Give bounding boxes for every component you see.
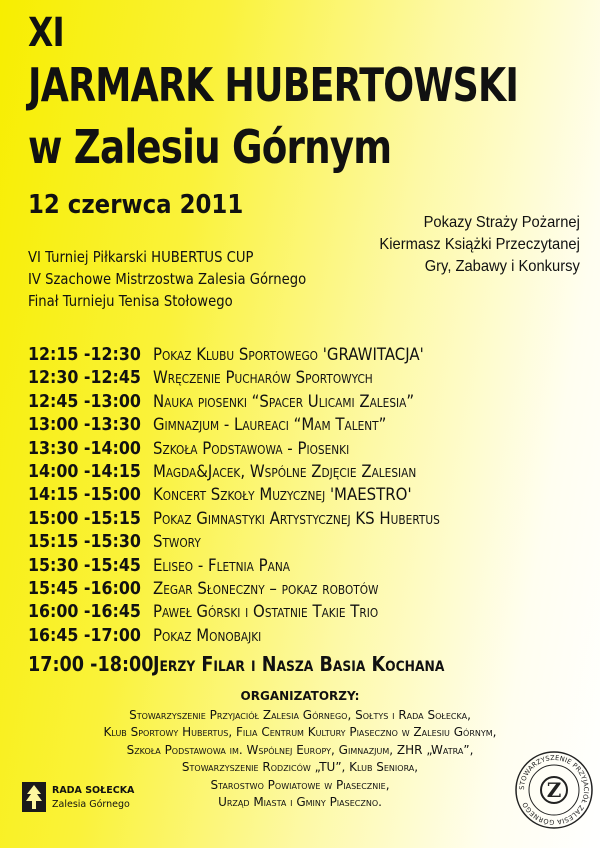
schedule-time: 17:00 -18:00 bbox=[28, 652, 154, 677]
schedule-time: 15:45 -16:00 bbox=[28, 577, 141, 599]
tournament-item: VI Turniej Piłkarski HUBERTUS CUP bbox=[28, 248, 254, 266]
schedule-row bbox=[28, 601, 444, 624]
organizer-line: Starostwo Powiatowe w Piasecznie, bbox=[210, 777, 390, 792]
title-number: XI bbox=[28, 10, 64, 56]
side-event: Gry, Zabawy i Konkursy bbox=[424, 258, 580, 275]
rada-solecka-logo bbox=[22, 782, 135, 822]
schedule-row bbox=[28, 484, 444, 507]
tree-logo-icon bbox=[22, 782, 46, 812]
schedule-list bbox=[28, 344, 501, 675]
schedule-event: Paweł Górski i Ostatnie Takie Trio bbox=[152, 602, 379, 623]
logo-name: RADA SOŁECKA bbox=[52, 785, 135, 796]
side-events bbox=[380, 212, 580, 278]
schedule-row bbox=[28, 578, 444, 601]
organizer-line: Szkoła Podstawowa im. Wspólnej Europy, Gimnazjum, ZHR „Watra”, bbox=[126, 742, 474, 757]
title-event-name: JARMARK HUBERTOWSKI bbox=[28, 58, 519, 112]
schedule-time: 12:15 -12:30 bbox=[28, 344, 141, 365]
schedule-event: Jerzy Filar i Nasza Basia Kochana bbox=[152, 652, 445, 677]
schedule-event: Gimnazjum - Laureaci “Mam Talent” bbox=[152, 415, 387, 436]
schedule-event: Pokaz Gimnastyki Artystycznej KS Hubertus bbox=[152, 508, 440, 529]
seal-stamp-icon bbox=[514, 750, 594, 830]
event-date: 12 czerwca 2011 bbox=[28, 190, 244, 220]
schedule-event: Eliseo - Fletnia Pana bbox=[152, 555, 290, 576]
schedule-event: Pokaz Monobajki bbox=[152, 625, 262, 646]
side-event: Pokazy Straży Pożarnej bbox=[423, 214, 580, 231]
tournament-item: IV Szachowe Mistrzostwa Zalesia Górnego bbox=[28, 270, 307, 288]
organizer-line: Stowarzyszenie Przyjaciół Zalesia Górnego, Sołtys i Rada Sołecka, bbox=[129, 707, 471, 722]
schedule-row bbox=[28, 438, 444, 461]
association-seal bbox=[514, 750, 594, 830]
schedule-event: Koncert Szkoły Muzycznej 'MAESTRO' bbox=[152, 485, 412, 506]
schedule-event: Szkoła Podstawowa - Piosenki bbox=[152, 438, 350, 459]
logo-place: Zalesia Górnego bbox=[52, 799, 130, 810]
side-event: Kiermasz Książki Przeczytanej bbox=[379, 236, 580, 253]
schedule-time: 15:15 -15:30 bbox=[28, 531, 141, 553]
schedule-row bbox=[28, 625, 444, 648]
seal-text: STOWARZYSZENIE PRZYJACIÓŁ ZALESIA GÓRNEGO bbox=[517, 753, 591, 827]
organizer-line: Urząd Miasta i Gminy Piaseczno. bbox=[218, 795, 382, 809]
organizer-line: Stowarzyszenie Rodziców „TU”, Klub Seniora, bbox=[181, 760, 419, 774]
schedule-time: 14:00 -14:15 bbox=[28, 460, 141, 482]
schedule-row bbox=[28, 344, 444, 367]
title-location: w Zalesiu Górnym bbox=[28, 120, 392, 174]
schedule-time: 16:00 -16:45 bbox=[28, 601, 141, 623]
organizers-heading: ORGANIZATORZY: bbox=[240, 689, 360, 703]
schedule-row bbox=[28, 508, 444, 531]
schedule-time: 13:30 -14:00 bbox=[28, 437, 141, 459]
tournaments-list bbox=[28, 246, 306, 312]
schedule-event: Nauka piosenki “Spacer Ulicami Zalesia” bbox=[152, 391, 415, 412]
schedule-event: Stwory bbox=[152, 532, 201, 553]
schedule-time: 14:15 -15:00 bbox=[28, 484, 141, 506]
tournament-item: Finał Turnieju Tenisa Stołowego bbox=[28, 292, 233, 310]
schedule-time: 12:45 -13:00 bbox=[28, 390, 141, 412]
schedule-row bbox=[28, 414, 444, 437]
schedule-time: 15:00 -15:15 bbox=[28, 507, 141, 529]
schedule-row bbox=[28, 367, 444, 390]
schedule-row bbox=[28, 391, 444, 414]
schedule-row bbox=[28, 555, 444, 578]
schedule-event: Wręczenie Pucharów Sportowych bbox=[152, 368, 373, 389]
schedule-time: 16:45 -17:00 bbox=[28, 624, 141, 646]
organizer-line: Klub Sportowy Hubertus, Filia Centrum Kultury Piaseczno w Zalesiu Górnym, bbox=[103, 725, 497, 739]
schedule-event: Zegar Słoneczny – pokaz robotów bbox=[152, 578, 379, 599]
schedule-row bbox=[28, 461, 444, 484]
seal-emblem: Z bbox=[546, 778, 562, 802]
schedule-time: 15:30 -15:45 bbox=[28, 554, 141, 576]
schedule-time: 12:30 -12:45 bbox=[28, 367, 141, 389]
schedule-event: Magda&Jacek, Wspólne Zdjęcie Zalesian bbox=[152, 461, 417, 482]
schedule-row-headliner bbox=[28, 652, 444, 675]
schedule-event: Pokaz Klubu Sportowego 'GRAWITACJA' bbox=[152, 345, 424, 365]
schedule-time: 13:00 -13:30 bbox=[28, 414, 141, 436]
schedule-row bbox=[28, 531, 444, 554]
